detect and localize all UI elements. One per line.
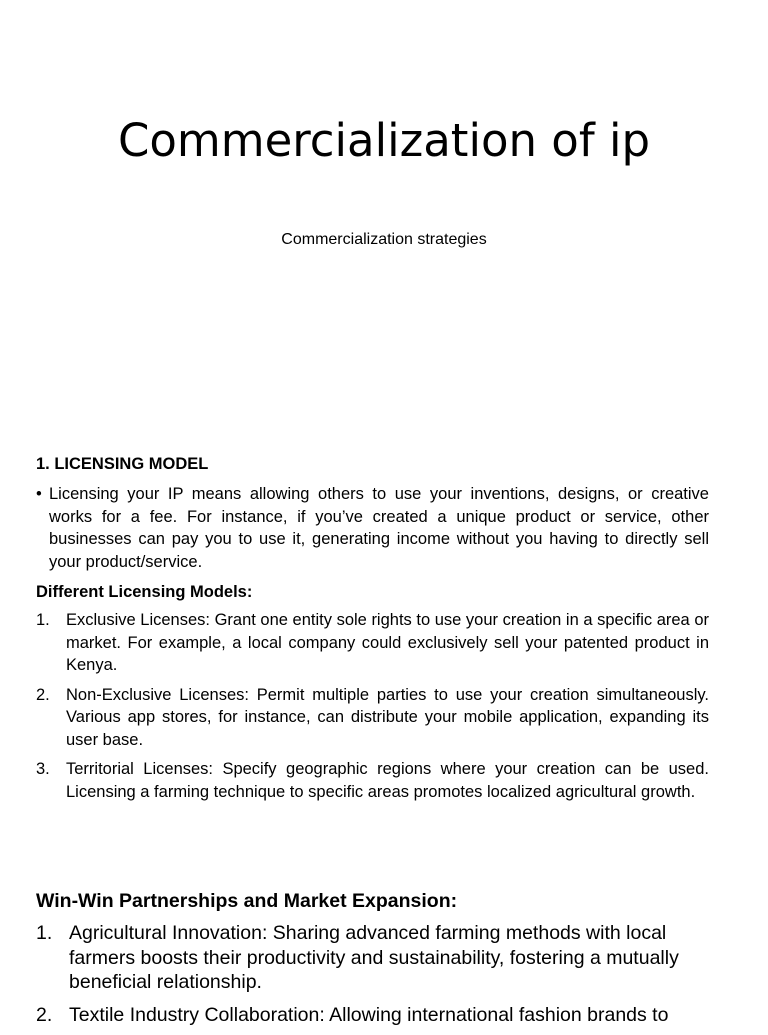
list-item-text: Territorial Licenses: Specify geographic regions where your creation can be used. Licensing a farming technique to specific areas promotes localized agricultural growth. [66,760,709,801]
list-item-text: Non-Exclusive Licenses: Permit multiple parties to use your creation simultaneously. Various app stores, for instance, can distribute your mobile application, expanding its user base. [66,685,709,749]
bullet-icon: • [36,485,42,503]
list-number: 2. [36,1003,53,1026]
partnerships-section [36,888,716,1035]
licensing-models-list [36,609,709,803]
licensing-section [36,453,709,810]
page-title: Commercialization of ip [117,114,651,167]
licensing-models-heading: Different Licensing Models: [36,583,253,601]
licensing-bullet [36,483,709,573]
list-item [36,684,709,752]
title-slide [0,0,768,430]
list-item-text: Textile Industry Collaboration: Allowing international fashion brands to [69,1003,669,1026]
list-item [36,921,716,995]
list-item [36,1003,716,1028]
list-item [36,609,709,677]
page-subtitle: Commercialization strategies [281,231,487,248]
list-item-text: Exclusive Licenses: Grant one entity sole rights to use your creation in a specific area or market. For example, a local company could exclusively sell your patented product in Kenya. [66,611,709,674]
list-item-text: Agricultural Innovation: Sharing advanced farming methods with local farmers boosts their productivity and sustainability, fostering a mutually beneficial relationship. [69,922,679,993]
partnerships-heading: Win-Win Partnerships and Market Expansion: [36,890,458,912]
list-item [36,758,709,803]
licensing-bullet-text: Licensing your IP means allowing others to use your inventions, designs, or creative works for a fee. For instance, if you’ve created a unique product or service, other businesses can pay you to use it, generating income without you having to directly sell your product/service. [49,485,709,571]
list-number: 1. [36,922,53,944]
licensing-heading: 1. LICENSING MODEL [36,455,209,473]
list-number: 1. [36,611,50,629]
list-number: 3. [36,760,50,778]
list-number: 2. [36,685,50,704]
partnerships-list [36,921,716,1027]
